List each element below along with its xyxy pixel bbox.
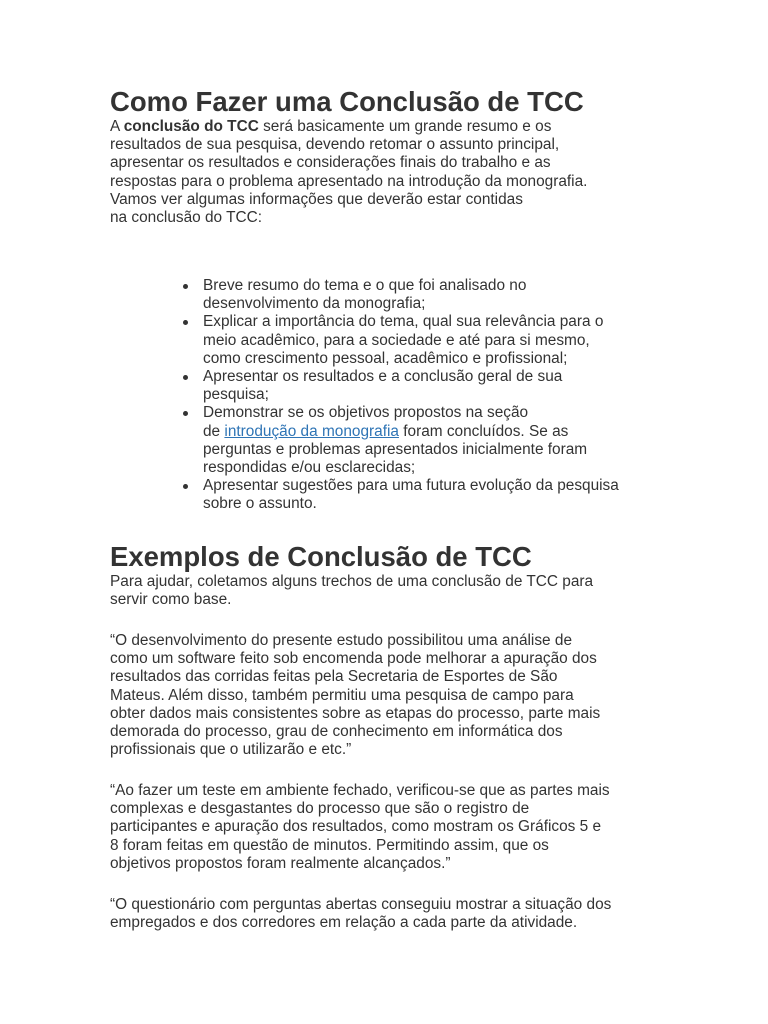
intro-line: respostas para o problema apresentado na introdução da monografia. <box>110 172 588 190</box>
section2-intro: Para ajudar, coletamos alguns trechos de uma conclusão de TCC para servir como base. <box>110 573 594 609</box>
list-item: Apresentar sugestões para uma futura evolução da pesquisa sobre o assunto. <box>203 477 673 513</box>
intro-line: resultados de sua pesquisa, devendo retomar o assunto principal, <box>110 136 560 154</box>
section1-intro <box>110 118 587 227</box>
section-title-como-fazer: Como Fazer uma Conclusão de TCC <box>110 86 584 117</box>
introducao-monografia-link[interactable]: introdução da monografia <box>224 422 399 440</box>
intro-line: na conclusão do TCC: <box>110 209 262 227</box>
example-quote-3: “O questionário com perguntas abertas conseguiu mostrar a situação dos empregados e dos corredores em relação a cada parte da atividade. <box>110 896 612 932</box>
bullet-icon <box>183 375 188 380</box>
list-item: Explicar a importância do tema, qual sua relevância para o meio acadêmico, para a sociedade e até para si mesmo, como crescimento pessoal, acadêmico e profissional; <box>203 313 673 368</box>
intro-line: A conclusão do TCC será basicamente um grande resumo e os <box>110 118 552 135</box>
intro-bold-term: conclusão do TCC <box>123 118 259 135</box>
intro-line: apresentar os resultados e considerações finais do trabalho e as <box>110 154 551 172</box>
list-item: Breve resumo do tema e o que foi analisado no desenvolvimento da monografia; <box>203 277 673 313</box>
example-quote-1: “O desenvolvimento do presente estudo possibilitou uma análise de como um software feito sob encomenda pode melhorar a apuração dos resultados das corridas feitas pela Secretaria de Esportes de São Mateus. Além disso, também permitiu uma pesquisa de campo para obter dados mais consistentes sobre as etapas do processo, parte mais demorada do processo, grau de conhecimento em informática dos profissionais que o utilizarão e etc.” <box>110 632 601 759</box>
intro-line: Vamos ver algumas informações que deverão estar contidas <box>110 190 523 208</box>
bullet-icon <box>183 484 188 489</box>
list-item: Apresentar os resultados e a conclusão geral de sua pesquisa; <box>203 368 673 404</box>
example-quote-2: “Ao fazer um teste em ambiente fechado, verificou-se que as partes mais complexas e desgastantes do processo que são o registro de participantes e apuração dos resultados, como mostram os Gráficos 5 e 8 foram feitas em questão de minutos. Permitindo assim, que os objetivos propostos foram realmente alcançados.” <box>110 782 610 872</box>
list-item: Demonstrar se os objetivos propostos na seção de introdução da monografia foram concluídos. Se as perguntas e problemas apresentados inicialmente foram respondidas e/ou esclarecidas; <box>203 404 673 477</box>
bullet-icon <box>183 284 188 289</box>
conclusion-checklist <box>203 277 673 514</box>
bullet-icon <box>183 411 188 416</box>
section-title-exemplos: Exemplos de Conclusão de TCC <box>110 541 532 572</box>
bullet-icon <box>183 320 188 325</box>
